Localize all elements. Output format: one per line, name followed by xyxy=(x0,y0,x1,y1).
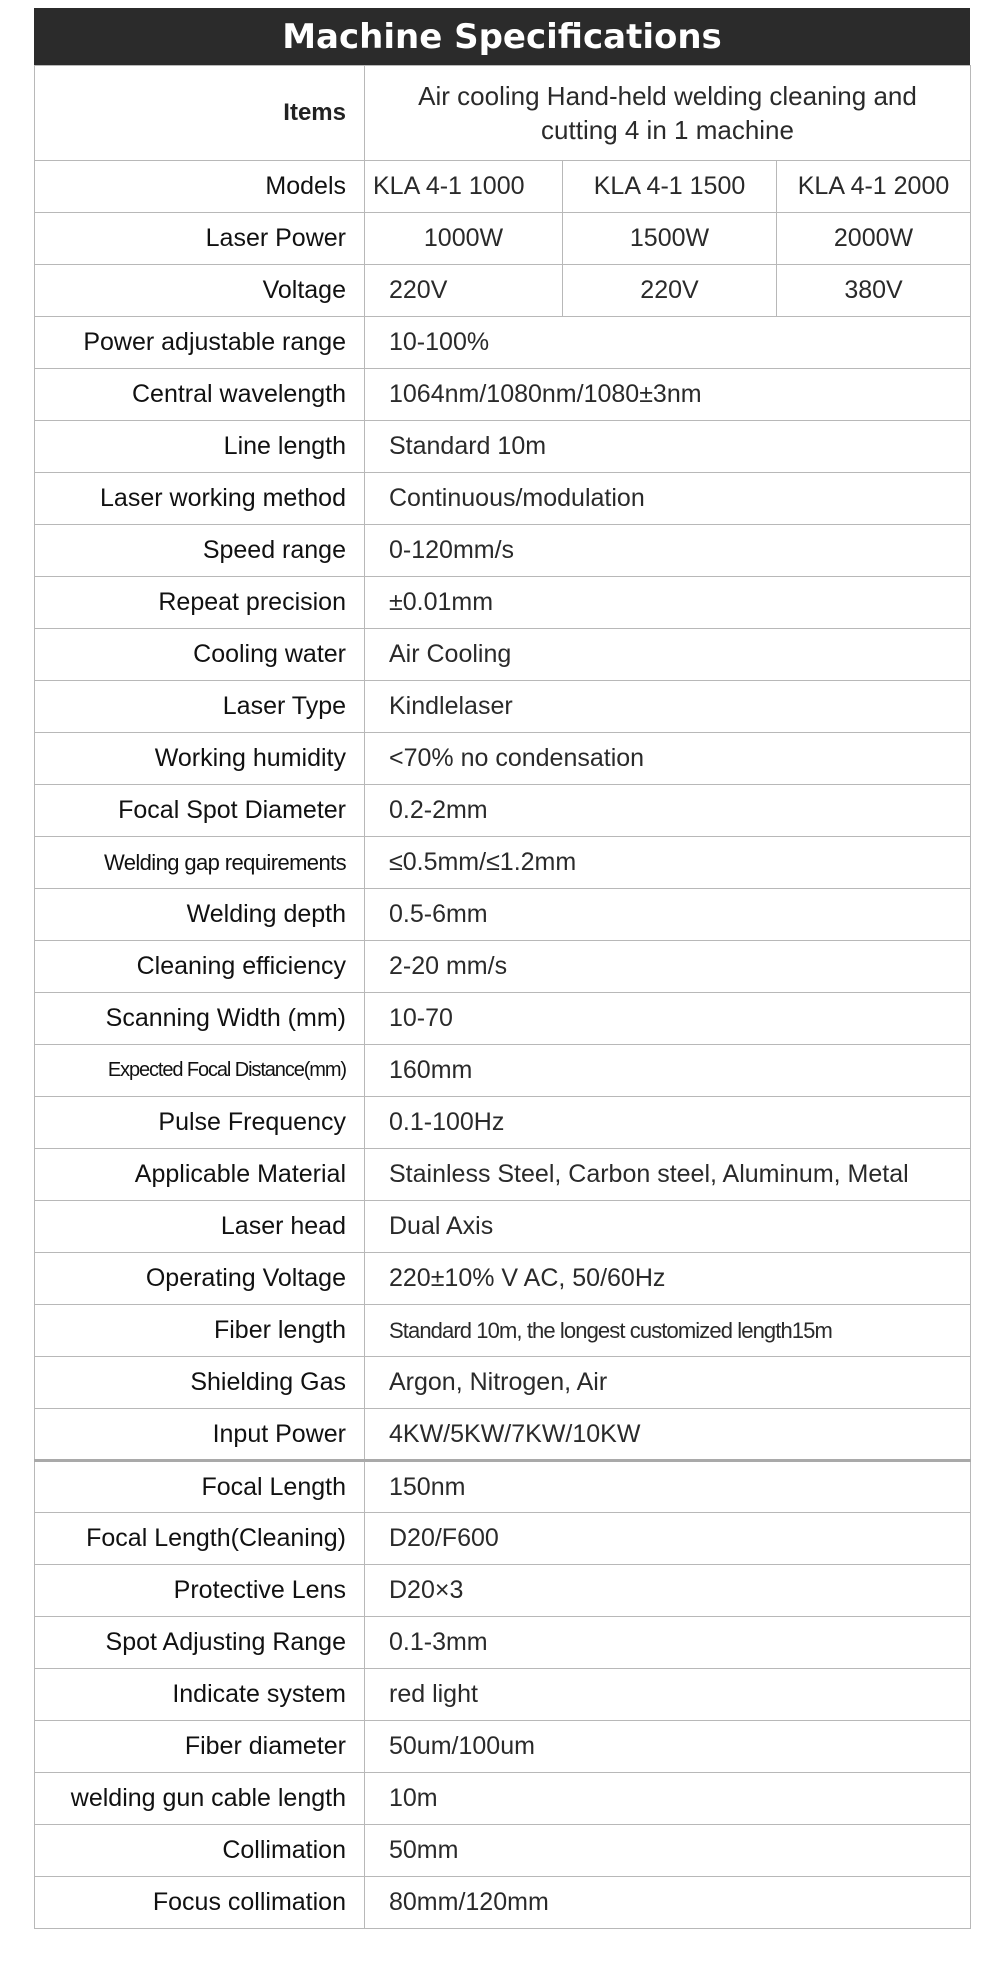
table-row xyxy=(35,66,971,161)
voltage-cell: 220V xyxy=(365,265,563,317)
row-value: 2-20 mm/s xyxy=(365,941,971,993)
table-row xyxy=(35,1149,971,1201)
table-row xyxy=(35,1253,971,1305)
table-row xyxy=(35,213,971,265)
table-row xyxy=(35,1461,971,1513)
table-row xyxy=(35,525,971,577)
row-label: Protective Lens xyxy=(35,1565,365,1617)
row-label: Fiber diameter xyxy=(35,1721,365,1773)
table-row xyxy=(35,941,971,993)
row-label: Expected Focal Distance(mm) xyxy=(35,1045,365,1097)
spec-table xyxy=(34,65,971,1929)
row-value: Argon, Nitrogen, Air xyxy=(365,1357,971,1409)
row-label: Applicable Material xyxy=(35,1149,365,1201)
row-value: red light xyxy=(365,1669,971,1721)
row-label: Focal Spot Diameter xyxy=(35,785,365,837)
power-cell: 2000W xyxy=(777,213,971,265)
table-row xyxy=(35,837,971,889)
table-row xyxy=(35,1721,971,1773)
row-label: Shielding Gas xyxy=(35,1357,365,1409)
voltage-cell: 220V xyxy=(563,265,777,317)
table-row xyxy=(35,733,971,785)
row-value: 0.1-100Hz xyxy=(365,1097,971,1149)
row-label: Focus collimation xyxy=(35,1877,365,1929)
model-cell: KLA 4-1 1500 xyxy=(563,161,777,213)
model-cell: KLA 4-1 2000 xyxy=(777,161,971,213)
row-label: Spot Adjusting Range xyxy=(35,1617,365,1669)
row-value: D20/F600 xyxy=(365,1513,971,1565)
row-label: Central wavelength xyxy=(35,369,365,421)
table-row xyxy=(35,993,971,1045)
row-value: Stainless Steel, Carbon steel, Aluminum, Metal xyxy=(365,1149,971,1201)
table-row xyxy=(35,889,971,941)
row-label: welding gun cable length xyxy=(35,1773,365,1825)
row-label: Welding gap requirements xyxy=(35,837,365,889)
row-label: Repeat precision xyxy=(35,577,365,629)
row-label: Focal Length(Cleaning) xyxy=(35,1513,365,1565)
row-label: Items xyxy=(35,66,365,161)
table-row xyxy=(35,1773,971,1825)
row-label: Laser Type xyxy=(35,681,365,733)
row-label: Laser Power xyxy=(35,213,365,265)
power-cell: 1000W xyxy=(365,213,563,265)
row-value: Kindlelaser xyxy=(365,681,971,733)
row-value: 10-100% xyxy=(365,317,971,369)
page-title: Machine Specifications xyxy=(34,8,970,65)
table-row xyxy=(35,1045,971,1097)
table-row xyxy=(35,369,971,421)
row-value: Standard 10m xyxy=(365,421,971,473)
row-value: 0.2-2mm xyxy=(365,785,971,837)
row-label: Focal Length xyxy=(35,1461,365,1513)
row-label: Line length xyxy=(35,421,365,473)
row-value: Dual Axis xyxy=(365,1201,971,1253)
row-value: 0.5-6mm xyxy=(365,889,971,941)
spec-sheet xyxy=(34,8,970,1929)
row-label: Laser head xyxy=(35,1201,365,1253)
table-row xyxy=(35,1877,971,1929)
table-row xyxy=(35,1669,971,1721)
power-cell: 1500W xyxy=(563,213,777,265)
row-value: Continuous/modulation xyxy=(365,473,971,525)
table-row xyxy=(35,473,971,525)
row-label: Voltage xyxy=(35,265,365,317)
table-row xyxy=(35,1357,971,1409)
table-row xyxy=(35,317,971,369)
row-value: Air Cooling xyxy=(365,629,971,681)
row-label: Collimation xyxy=(35,1825,365,1877)
table-row xyxy=(35,1617,971,1669)
row-value: ±0.01mm xyxy=(365,577,971,629)
table-row xyxy=(35,1097,971,1149)
row-value: 80mm/120mm xyxy=(365,1877,971,1929)
row-value: Standard 10m, the longest customized length15m xyxy=(365,1305,971,1357)
row-value: ≤0.5mm/≤1.2mm xyxy=(365,837,971,889)
row-value: 50mm xyxy=(365,1825,971,1877)
row-label: Fiber length xyxy=(35,1305,365,1357)
row-label: Welding depth xyxy=(35,889,365,941)
table-row xyxy=(35,1513,971,1565)
row-label: Scanning Width (mm) xyxy=(35,993,365,1045)
row-label: Cleaning efficiency xyxy=(35,941,365,993)
row-value: D20×3 xyxy=(365,1565,971,1617)
row-value: 0.1-3mm xyxy=(365,1617,971,1669)
row-value: 10-70 xyxy=(365,993,971,1045)
row-value: Air cooling Hand-held welding cleaning and cutting 4 in 1 machine xyxy=(365,66,971,161)
row-value: 150nm xyxy=(365,1461,971,1513)
row-label: Input Power xyxy=(35,1409,365,1461)
table-row xyxy=(35,161,971,213)
table-row xyxy=(35,1201,971,1253)
table-row xyxy=(35,1825,971,1877)
table-row xyxy=(35,1409,971,1461)
row-label: Models xyxy=(35,161,365,213)
row-value: <70% no condensation xyxy=(365,733,971,785)
table-row xyxy=(35,421,971,473)
table-row xyxy=(35,785,971,837)
row-value: 50um/100um xyxy=(365,1721,971,1773)
row-label: Power adjustable range xyxy=(35,317,365,369)
row-value: 160mm xyxy=(365,1045,971,1097)
row-label: Operating Voltage xyxy=(35,1253,365,1305)
table-row xyxy=(35,681,971,733)
model-cell: KLA 4-1 1000 xyxy=(365,161,563,213)
row-label: Speed range xyxy=(35,525,365,577)
row-label: Indicate system xyxy=(35,1669,365,1721)
table-row xyxy=(35,629,971,681)
row-value: 1064nm/1080nm/1080±3nm xyxy=(365,369,971,421)
row-label: Working humidity xyxy=(35,733,365,785)
row-label: Pulse Frequency xyxy=(35,1097,365,1149)
row-label: Laser working method xyxy=(35,473,365,525)
voltage-cell: 380V xyxy=(777,265,971,317)
row-value: 4KW/5KW/7KW/10KW xyxy=(365,1409,971,1461)
table-row xyxy=(35,577,971,629)
table-row xyxy=(35,1305,971,1357)
row-value: 10m xyxy=(365,1773,971,1825)
table-row xyxy=(35,265,971,317)
table-row xyxy=(35,1565,971,1617)
row-label: Cooling water xyxy=(35,629,365,681)
row-value: 0-120mm/s xyxy=(365,525,971,577)
row-value: 220±10% V AC, 50/60Hz xyxy=(365,1253,971,1305)
